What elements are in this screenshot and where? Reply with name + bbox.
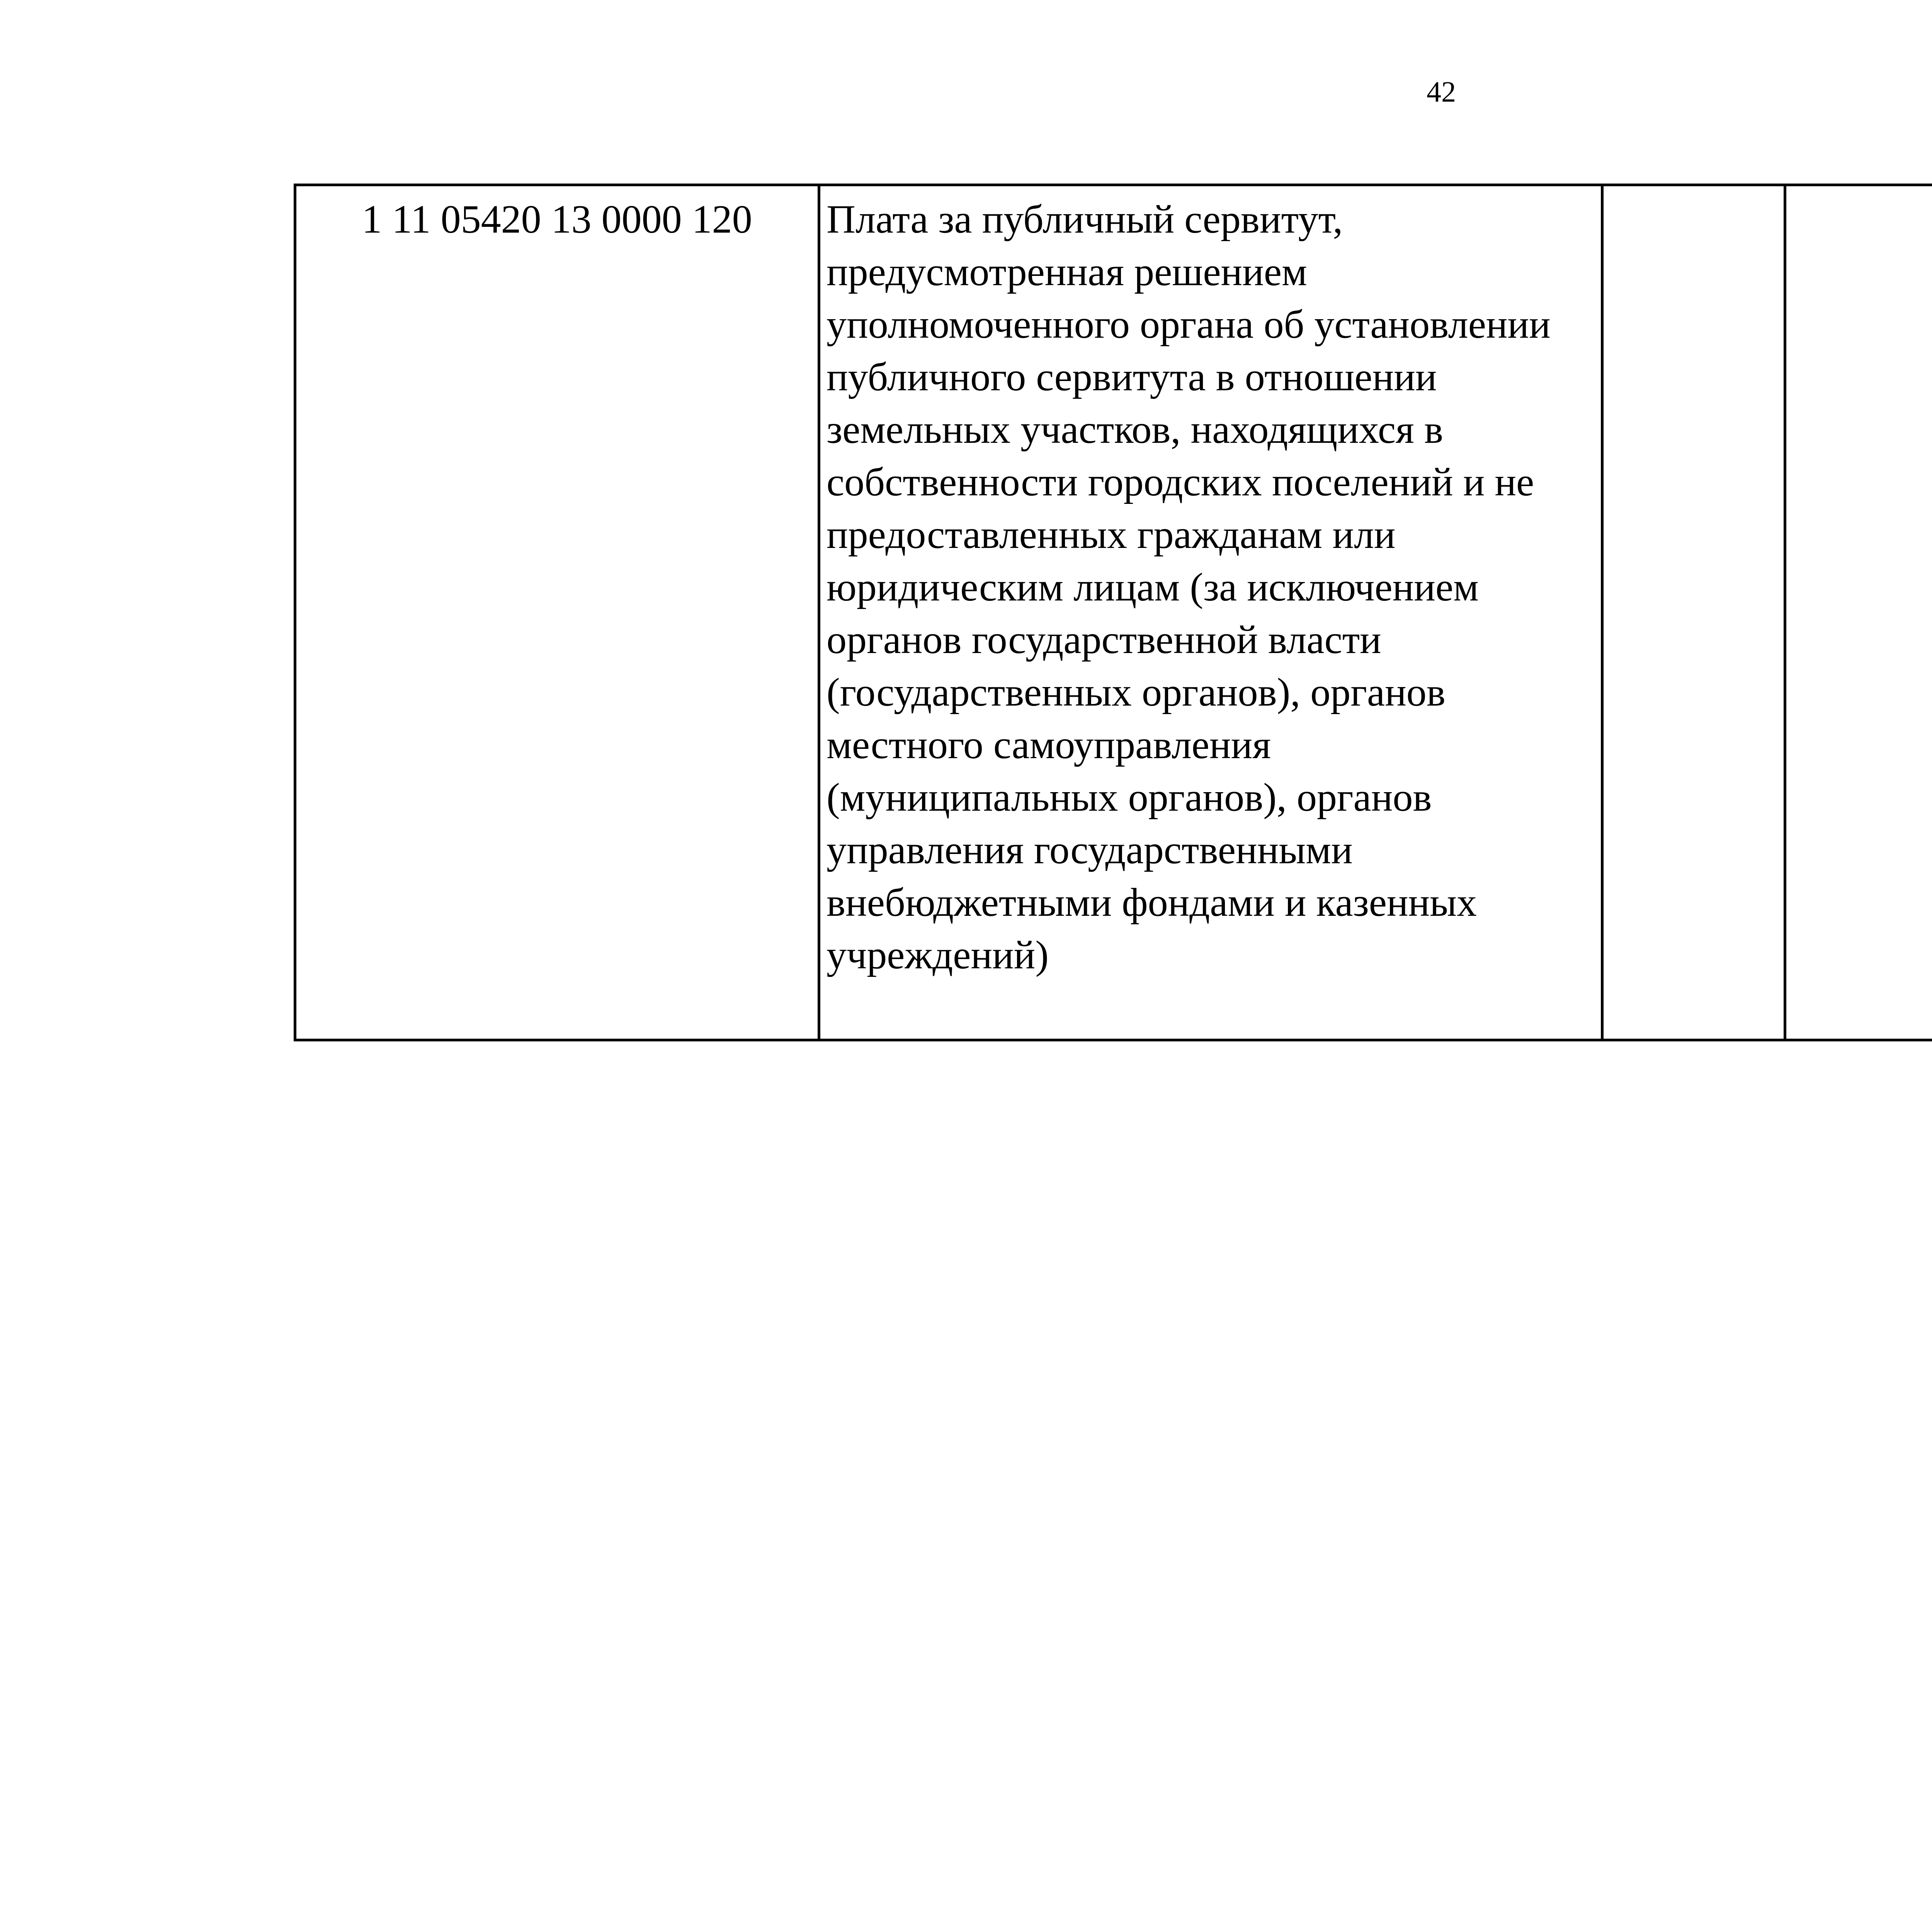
- revenue-name-line: управления государственными: [827, 828, 1353, 872]
- budget-classification-table: [294, 184, 1932, 1041]
- revenue-name-line: публичного сервитута в отношении: [827, 355, 1437, 399]
- value-cell-b: [1785, 185, 1932, 1040]
- page-number: 42: [1427, 76, 1456, 108]
- table-row: [295, 185, 1932, 1040]
- revenue-name-line: внебюджетными фондами и казенных: [827, 880, 1477, 925]
- revenue-name-line: учреждений): [827, 933, 1049, 977]
- revenue-name-line: уполномоченного органа об установлении: [827, 302, 1551, 347]
- revenue-name-line: предусмотренная решением: [827, 250, 1307, 294]
- budget-code-cell: 1 11 05420 13 0000 120: [295, 185, 819, 1040]
- revenue-name-line: местного самоуправления: [827, 723, 1271, 767]
- revenue-name-line: Плата за публичный сервитут,: [827, 197, 1343, 242]
- revenue-name-line: собственности городских поселений и не: [827, 460, 1534, 504]
- revenue-name-line: (муниципальных органов), органов: [827, 775, 1432, 820]
- value-cell-a: [1602, 185, 1785, 1040]
- revenue-name-line: юридическим лицам (за исключением: [827, 565, 1479, 609]
- revenue-name-line: земельных участков, находящихся в: [827, 407, 1443, 452]
- revenue-name-line: предоставленных гражданам или: [827, 512, 1396, 557]
- revenue-name-line: (государственных органов), органов: [827, 670, 1446, 714]
- revenue-name-line: органов государственной власти: [827, 617, 1381, 662]
- revenue-name-cell: [819, 185, 1602, 1040]
